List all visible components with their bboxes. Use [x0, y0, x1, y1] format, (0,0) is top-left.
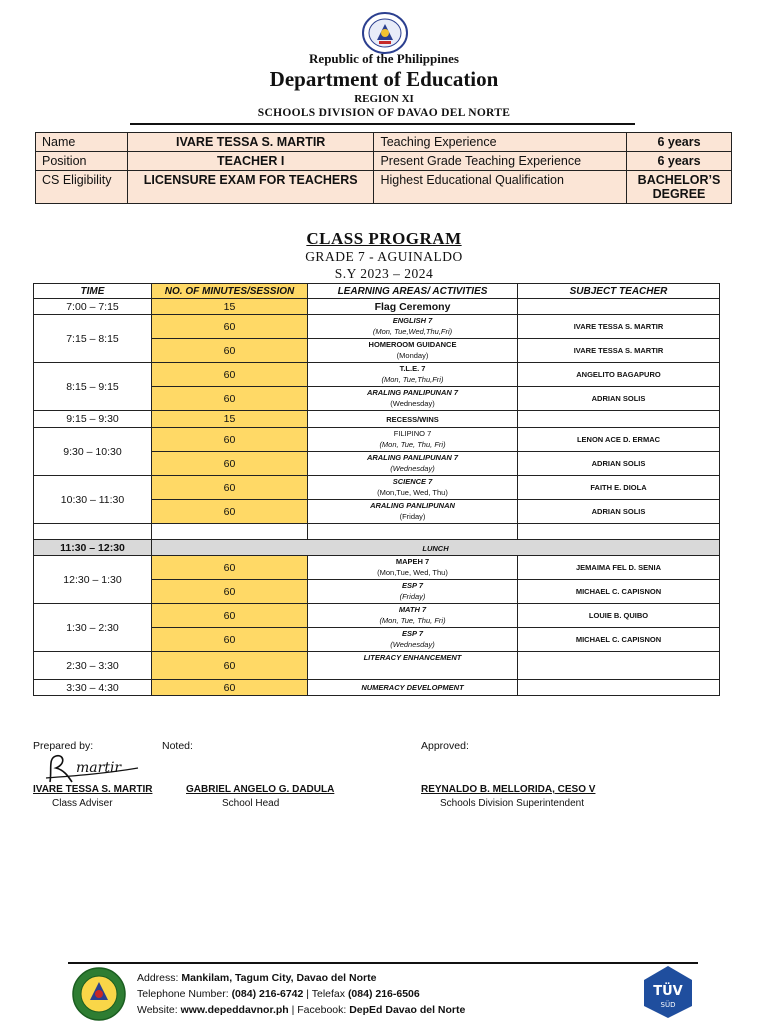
- subject-days: (Mon, Tue,Wed,Thu,Fri): [372, 327, 453, 336]
- division-line: SCHOOLS DIVISION OF DAVAO DEL NORTE: [257, 107, 511, 119]
- eligibility-value: LICENSURE EXAM FOR TEACHERS: [127, 171, 374, 204]
- subject-cell: Flag Ceremony: [308, 299, 518, 315]
- minutes-cell: 15: [152, 411, 308, 428]
- noted-by-role: School Head: [222, 798, 280, 809]
- address-value: Mankilam, Tagum City, Davao del Norte: [181, 972, 377, 984]
- time-cell: 3:30 – 4:30: [34, 680, 152, 696]
- subject-days: (Mon,Tue, Wed, Thu): [377, 488, 448, 497]
- approved-by-role: Schools Division Superintendent: [440, 798, 584, 809]
- time-cell: 7:00 – 7:15: [34, 299, 152, 315]
- noted-by-name: GABRIEL ANGELO G. DADULA: [186, 784, 335, 795]
- teacher-cell: [518, 299, 720, 315]
- minutes-cell: 60: [152, 500, 308, 524]
- table-row: [34, 556, 720, 580]
- table-row: [34, 652, 720, 680]
- website-value: www.depeddavnor.ph: [180, 1004, 289, 1016]
- header-minutes: NO. OF MINUTES/SESSION: [152, 284, 308, 299]
- subject-cell: [308, 628, 518, 652]
- approved-label: Approved:: [421, 740, 469, 752]
- qualification-value-line-1: BACHELOR’S: [637, 173, 721, 187]
- time-cell: 1:30 – 2:30: [34, 604, 152, 652]
- department-title: Department of Education: [269, 67, 499, 91]
- header-subject-teacher: SUBJECT TEACHER: [518, 284, 720, 299]
- website-label: Website:: [137, 1004, 181, 1016]
- subject-cell: [308, 315, 518, 339]
- experience-label: Teaching Experience: [374, 133, 627, 152]
- subject-name: MAPEH 7: [395, 557, 430, 566]
- subject-days: (Mon,Tue, Wed, Thu): [377, 568, 448, 577]
- time-cell: 12:30 – 1:30: [34, 556, 152, 604]
- teacher-cell: JEMAIMA FEL D. SENIA: [518, 556, 720, 580]
- grade-section: GRADE 7 - AGUINALDO: [305, 249, 463, 264]
- info-row: [36, 152, 732, 171]
- empty-cell: [34, 524, 152, 540]
- table-row: [34, 299, 720, 315]
- minutes-cell: 60: [152, 428, 308, 452]
- teacher-cell: ADRIAN SOLIS: [518, 452, 720, 476]
- qualification-value: [627, 171, 732, 204]
- subject-cell: [308, 363, 518, 387]
- deped-seal-icon: [355, 12, 415, 54]
- time-cell: 2:30 – 3:30: [34, 652, 152, 680]
- noted-label: Noted:: [162, 740, 193, 752]
- eligibility-label: CS Eligibility: [36, 171, 128, 204]
- header-divider: [130, 123, 635, 125]
- teacher-cell: [518, 652, 720, 680]
- qualification-value-line-2: DEGREE: [652, 187, 706, 201]
- subject-cell: [308, 556, 518, 580]
- minutes-cell: 60: [152, 452, 308, 476]
- qualification-label: Highest Educational Qualification: [374, 171, 627, 204]
- position-label: Position: [36, 152, 128, 171]
- subject-cell: [308, 387, 518, 411]
- subject-cell: [308, 680, 518, 696]
- table-row: [34, 315, 720, 339]
- region-line: REGION XI: [354, 93, 414, 105]
- footer-divider: [68, 962, 698, 964]
- subject-name: ARALING PANLIPUNAN 7: [366, 453, 459, 462]
- minutes-cell: 60: [152, 680, 308, 696]
- subject-name: ARALING PANLIPUNAN: [370, 501, 455, 510]
- subject-days: (Wednesday): [390, 464, 435, 473]
- phone-value: (084) 216-6742: [231, 988, 304, 1000]
- table-row: [34, 476, 720, 500]
- table-row: [34, 524, 720, 540]
- subject-name: MATH 7: [398, 605, 427, 614]
- footer-address: [137, 972, 376, 984]
- header-time: TIME: [34, 284, 152, 299]
- experience-value: 6 years: [627, 133, 732, 152]
- subject-cell: [308, 580, 518, 604]
- table-row: [34, 428, 720, 452]
- teacher-cell: LOUIE B. QUIBO: [518, 604, 720, 628]
- teacher-cell: ANGELITO BAGAPURO: [518, 363, 720, 387]
- footer-web: [137, 1004, 465, 1016]
- school-year: S.Y 2023 – 2024: [334, 266, 434, 281]
- table-row: [34, 411, 720, 428]
- subject-name: ENGLISH 7: [392, 316, 433, 325]
- subject-cell: [308, 428, 518, 452]
- minutes-cell: 60: [152, 604, 308, 628]
- teacher-cell: ADRIAN SOLIS: [518, 500, 720, 524]
- grade-experience-value: 6 years: [627, 152, 732, 171]
- name-label: Name: [36, 133, 128, 152]
- minutes-cell: 60: [152, 339, 308, 363]
- time-cell: 8:15 – 9:15: [34, 363, 152, 411]
- class-schedule-table: [33, 283, 720, 696]
- svg-text:martir: martir: [76, 760, 122, 776]
- position-value: TEACHER I: [127, 152, 374, 171]
- lunch-label: LUNCH: [422, 543, 449, 553]
- time-cell: 10:30 – 11:30: [34, 476, 152, 524]
- tuv-certification-icon: [640, 964, 696, 1020]
- minutes-cell: 60: [152, 315, 308, 339]
- subject-days: (Monday): [396, 351, 429, 360]
- tuv-text: TÜV: [653, 984, 683, 999]
- subject-cell: [308, 604, 518, 628]
- empty-cell: [152, 524, 308, 540]
- subject-name: T.L.E. 7: [399, 364, 426, 373]
- subject-cell: [308, 339, 518, 363]
- teacher-info-table: [35, 132, 732, 204]
- time-cell: 9:15 – 9:30: [34, 411, 152, 428]
- info-row: [36, 171, 732, 204]
- empty-cell: [518, 524, 720, 540]
- subject-days: (Mon, Tue, Thu, Fri): [379, 616, 446, 625]
- subject-name: LITERACY ENHANCEMENT: [363, 653, 462, 662]
- subject-cell: [308, 411, 518, 428]
- subject-name: ESP 7: [402, 629, 423, 638]
- minutes-cell: 60: [152, 628, 308, 652]
- phone-label: Telephone Number:: [137, 988, 232, 1000]
- teacher-cell: IVARE TESSA S. MARTIR: [518, 339, 720, 363]
- subject-cell: [308, 476, 518, 500]
- minutes-cell: 60: [152, 652, 308, 680]
- subject-name: NUMERACY DEVELOPMENT: [361, 683, 464, 692]
- subject-name: RECESS/WINS: [386, 414, 439, 424]
- schedule-header-row: [34, 284, 720, 299]
- division-seal-icon: [68, 966, 130, 1022]
- subject-name: SCIENCE 7: [392, 477, 433, 486]
- subject-days: (Friday): [399, 592, 426, 601]
- teacher-cell: ADRIAN SOLIS: [518, 387, 720, 411]
- subject-cell: [308, 452, 518, 476]
- lunch-cell: [152, 540, 720, 556]
- address-label: Address:: [137, 972, 182, 984]
- prepared-by-name: IVARE TESSA S. MARTIR: [33, 784, 153, 795]
- republic-line: Republic of the Philippines: [309, 51, 459, 66]
- subject-name: FILIPINO 7: [393, 429, 432, 438]
- teacher-cell: MICHAEL C. CAPISNON: [518, 580, 720, 604]
- teacher-cell: LENON ACE D. ERMAC: [518, 428, 720, 452]
- time-cell: 9:30 – 10:30: [34, 428, 152, 476]
- telefax-value: (084) 216-6506: [347, 988, 420, 1000]
- subject-name: ESP 7: [402, 581, 423, 590]
- subject-name: ARALING PANLIPUNAN 7: [366, 388, 459, 397]
- subject-cell: [308, 652, 518, 680]
- minutes-cell: 60: [152, 580, 308, 604]
- subject-days: (Friday): [399, 512, 426, 521]
- facebook-value: DepEd Davao del Norte: [349, 1004, 466, 1016]
- minutes-cell: 15: [152, 299, 308, 315]
- teacher-cell: IVARE TESSA S. MARTIR: [518, 315, 720, 339]
- table-row: [34, 680, 720, 696]
- prepared-by-label: Prepared by:: [33, 740, 94, 752]
- subject-days: (Mon, Tue,Thu,Fri): [381, 375, 444, 384]
- table-row: [34, 604, 720, 628]
- minutes-cell: 60: [152, 363, 308, 387]
- subject-days: (Wednesday): [390, 640, 435, 649]
- telefax-label: | Telefax: [303, 988, 348, 1000]
- name-value: IVARE TESSA S. MARTIR: [127, 133, 374, 152]
- table-row: [34, 363, 720, 387]
- grade-experience-label: Present Grade Teaching Experience: [374, 152, 627, 171]
- teacher-cell: MICHAEL C. CAPISNON: [518, 628, 720, 652]
- subject-days: (Wednesday): [390, 399, 435, 408]
- minutes-cell: 60: [152, 556, 308, 580]
- subject-cell: [308, 500, 518, 524]
- approved-by-name: REYNALDO B. MELLORIDA, CESO V: [421, 784, 596, 795]
- header-learning-areas: LEARNING AREAS/ ACTIVITIES: [308, 284, 518, 299]
- subject-name: HOMEROOM GUIDANCE: [368, 340, 457, 349]
- footer-phone: [137, 988, 420, 1000]
- prepared-by-role: Class Adviser: [52, 798, 113, 809]
- time-cell: 11:30 – 12:30: [34, 540, 152, 556]
- teacher-cell: [518, 411, 720, 428]
- facebook-label: | Facebook:: [288, 1004, 350, 1016]
- tuv-sub-text: SÜD: [660, 1001, 676, 1009]
- lunch-row: [34, 540, 720, 556]
- teacher-cell: [518, 680, 720, 696]
- minutes-cell: 60: [152, 476, 308, 500]
- handwritten-signature: [42, 752, 142, 786]
- teacher-cell: FAITH E. DIOLA: [518, 476, 720, 500]
- class-program-title: CLASS PROGRAM: [306, 229, 462, 248]
- info-row: [36, 133, 732, 152]
- time-cell: 7:15 – 8:15: [34, 315, 152, 363]
- empty-cell: [308, 524, 518, 540]
- subject-days: (Mon, Tue, Thu, Fri): [379, 440, 446, 449]
- minutes-cell: 60: [152, 387, 308, 411]
